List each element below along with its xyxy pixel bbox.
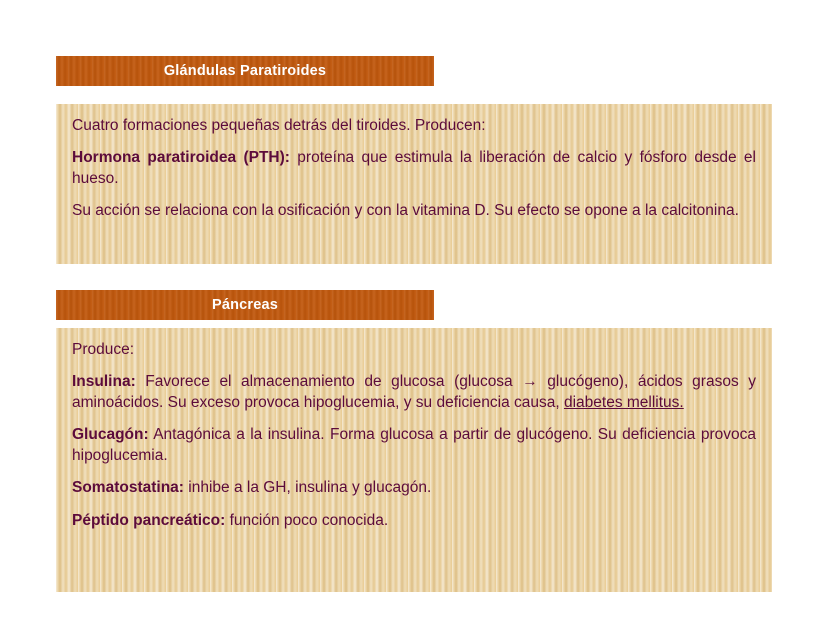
paragraph-lead: Somatostatina: — [72, 479, 184, 497]
paragraph: Su acción se relaciona con la osificación y con la vitamina D. Su efecto se opone a la calcitonina. — [72, 202, 739, 220]
paragraph-body: Antagónica a la insulina. Forma glucosa a partir de glucógeno. Su deficiencia provoca hipoglucemia. — [72, 426, 756, 464]
section-panel-pancreas — [56, 328, 772, 592]
section-title-bar-pancreas — [56, 290, 434, 320]
paragraph — [72, 148, 756, 189]
paragraph-lead: Hormona paratiroidea (PTH): — [72, 149, 290, 167]
paragraph: Cuatro formaciones pequeñas detrás del tiroides. Producen: — [72, 117, 486, 134]
paragraph: Produce: — [72, 341, 135, 358]
section-title-paratiroides: Glándulas Paratiroides — [163, 63, 327, 79]
section-title-pancreas: Páncreas — [211, 297, 279, 313]
section-title-bar-paratiroides — [56, 56, 434, 86]
paragraph-body: Favorece el almacenamiento de glucosa (glucosa → glucógeno), ácidos grasos y aminoácidos. Su exceso provoca hipoglucemia, y su deficiencia causa, — [72, 373, 756, 411]
paragraph-lead: Péptido pancreático: — [72, 511, 226, 529]
paragraph — [72, 425, 756, 466]
paragraph — [72, 372, 756, 413]
paragraph-underlined-term: diabetes mellitus. — [563, 393, 684, 411]
paragraph-lead: Glucagón: — [72, 426, 149, 444]
paragraph-body: inhibe a la GH, insulina y glucagón. — [183, 479, 432, 497]
paragraph — [72, 511, 756, 531]
section-panel-paratiroides — [56, 104, 772, 264]
paragraph-body: función poco conocida. — [225, 511, 389, 529]
paragraph — [72, 478, 756, 498]
paragraph-lead: Insulina: — [72, 373, 136, 391]
paragraph-body: proteína que estimula la liberación de calcio y fósforo desde el hueso. — [72, 149, 756, 187]
